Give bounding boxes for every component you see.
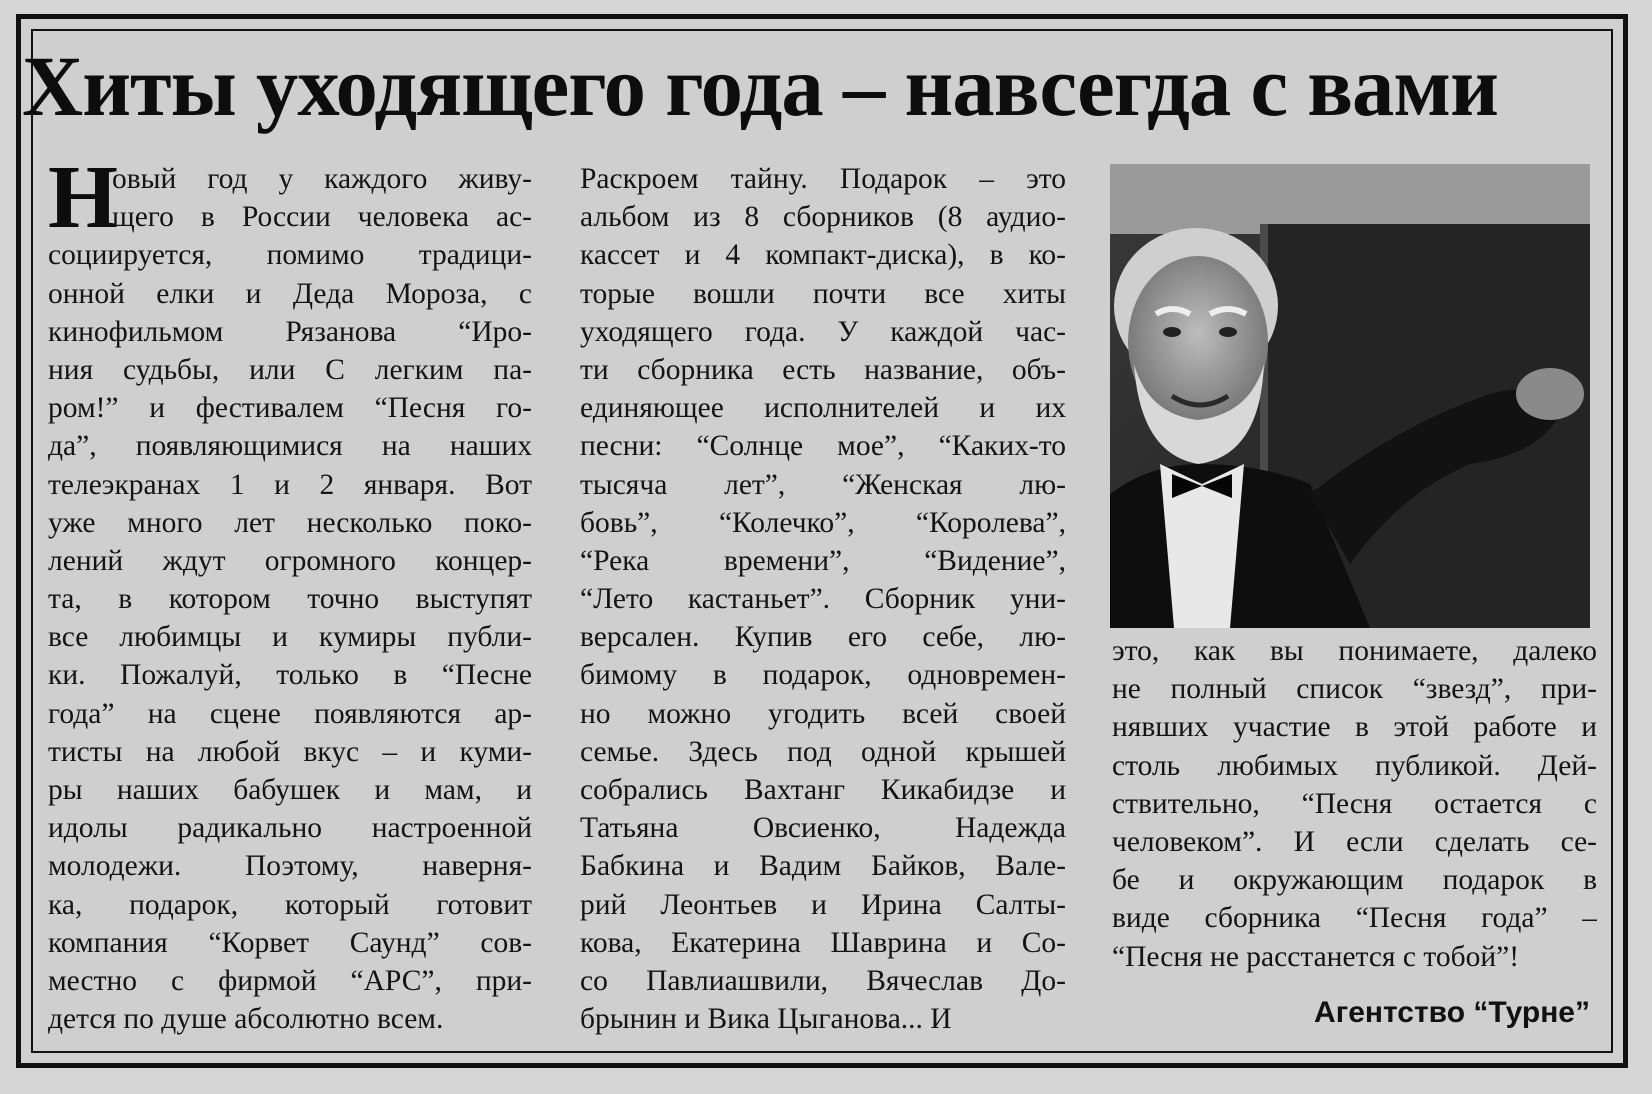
text-line: Раскроем тайну. Подарок – это <box>580 163 1066 195</box>
text-line: версален. Купив его себе, лю- <box>580 621 1066 654</box>
text-line: кова, Екатерина Шаврина и Со- <box>580 926 1066 959</box>
text-line: социируется, помимо традици- <box>48 239 532 272</box>
article-column-3 <box>1112 632 1597 976</box>
text-line: идолы радикально настроенной <box>48 812 532 845</box>
article-column-1 <box>48 148 532 1038</box>
text-line: нявших участие в этой работе и <box>1112 711 1597 744</box>
text-line: уже много лет несколько поко- <box>48 506 532 539</box>
text-line: со Павлиашвили, Вячеслав До- <box>580 964 1066 997</box>
article-column-2 <box>580 160 1066 1038</box>
text-line: альбом из 8 сборников (8 аудио- <box>580 201 1066 234</box>
text-line: кассет и 4 компакт-диска), в ко- <box>580 239 1066 272</box>
text-line: ром!” и фестивалем “Песня го- <box>48 392 532 425</box>
text-line: да”, появляющимися на наших <box>48 430 532 463</box>
text-line: человеком”. И если сделать се- <box>1112 825 1597 858</box>
text-line: ти сборника есть название, объ- <box>580 353 1066 386</box>
text-line: телеэкранах 1 и 2 января. Вот <box>48 468 532 501</box>
text-line: столь любимых публикой. Дей- <box>1112 749 1597 782</box>
text-line: семье. Здесь под одной крышей <box>580 735 1066 768</box>
text-line: лений ждут огромного концер- <box>48 544 532 577</box>
portrait-photo <box>1110 164 1590 628</box>
text-line: щего в России человека ас- <box>112 201 532 234</box>
text-line: “Песня не расстанется с тобой”! <box>1112 940 1520 973</box>
text-line: единяющее исполнителей и их <box>580 392 1066 425</box>
text-line: молодежи. Поэтому, наверня- <box>48 850 532 883</box>
text-line: но можно угодить всей своей <box>580 697 1066 730</box>
text-line: рий Леонтьев и Ирина Салты- <box>580 888 1066 921</box>
author-credit: Агентство “Турне” <box>1314 996 1590 1029</box>
text-line: торые вошли почти все хиты <box>580 277 1066 310</box>
text-line: ки. Пожалуй, только в “Песне <box>48 659 532 692</box>
text-line: овый год у каждого живу- <box>112 163 532 195</box>
headline: Хиты уходящего года – навсегда с вами <box>22 38 1498 134</box>
text-line: тисты на любой вкус – и куми- <box>48 735 532 768</box>
drop-cap: Н <box>48 148 119 247</box>
text-line: онной елки и Деда Мороза, с <box>48 277 532 310</box>
text-line: собрались Вахтанг Кикабидзе и <box>580 774 1066 806</box>
text-line: бовь”, “Колечко”, “Королева”, <box>580 506 1066 539</box>
text-line: все любимцы и кумиры публи- <box>48 621 532 654</box>
text-line: тысяча лет”, “Женская лю- <box>580 468 1066 501</box>
text-line: компания “Корвет Саунд” сов- <box>48 926 532 959</box>
text-line: “Лето кастаньет”. Сборник уни- <box>580 583 1066 616</box>
text-line: песни: “Солнце мое”, “Каких-то <box>580 430 1066 463</box>
portrait-photo-icon <box>1110 164 1590 628</box>
text-line: бимому в подарок, одновремен- <box>580 659 1066 692</box>
text-line: местно с фирмой “АРС”, при- <box>48 964 532 997</box>
text-line: уходящего года. У каждой час- <box>580 315 1066 348</box>
text-line: не полный список “звезд”, при- <box>1112 673 1597 706</box>
text-line: ка, подарок, который готовит <box>48 888 532 921</box>
text-line: брынин и Вика Цыганова... И <box>580 1003 952 1036</box>
text-line: ры наших бабушек и мам, и <box>48 774 532 806</box>
text-line: Татьяна Овсиенко, Надежда <box>580 812 1066 845</box>
text-line: дется по душе абсолютно всем. <box>48 1003 444 1036</box>
text-line: та, в котором точно выступят <box>48 583 532 616</box>
text-line: бе и окружающим подарок в <box>1112 864 1597 897</box>
text-line: это, как вы понимаете, далеко <box>1112 635 1597 667</box>
text-line: ствительно, “Песня остается с <box>1112 787 1597 820</box>
text-line: кинофильмом Рязанова “Иро- <box>48 315 532 348</box>
text-line: года” на сцене появляются ар- <box>48 697 532 730</box>
text-line: виде сборника “Песня года” – <box>1112 902 1597 935</box>
text-line: ния судьбы, или С легким па- <box>48 353 532 386</box>
text-line: Бабкина и Вадим Байков, Вале- <box>580 850 1066 883</box>
text-line: “Река времени”, “Видение”, <box>580 544 1066 577</box>
